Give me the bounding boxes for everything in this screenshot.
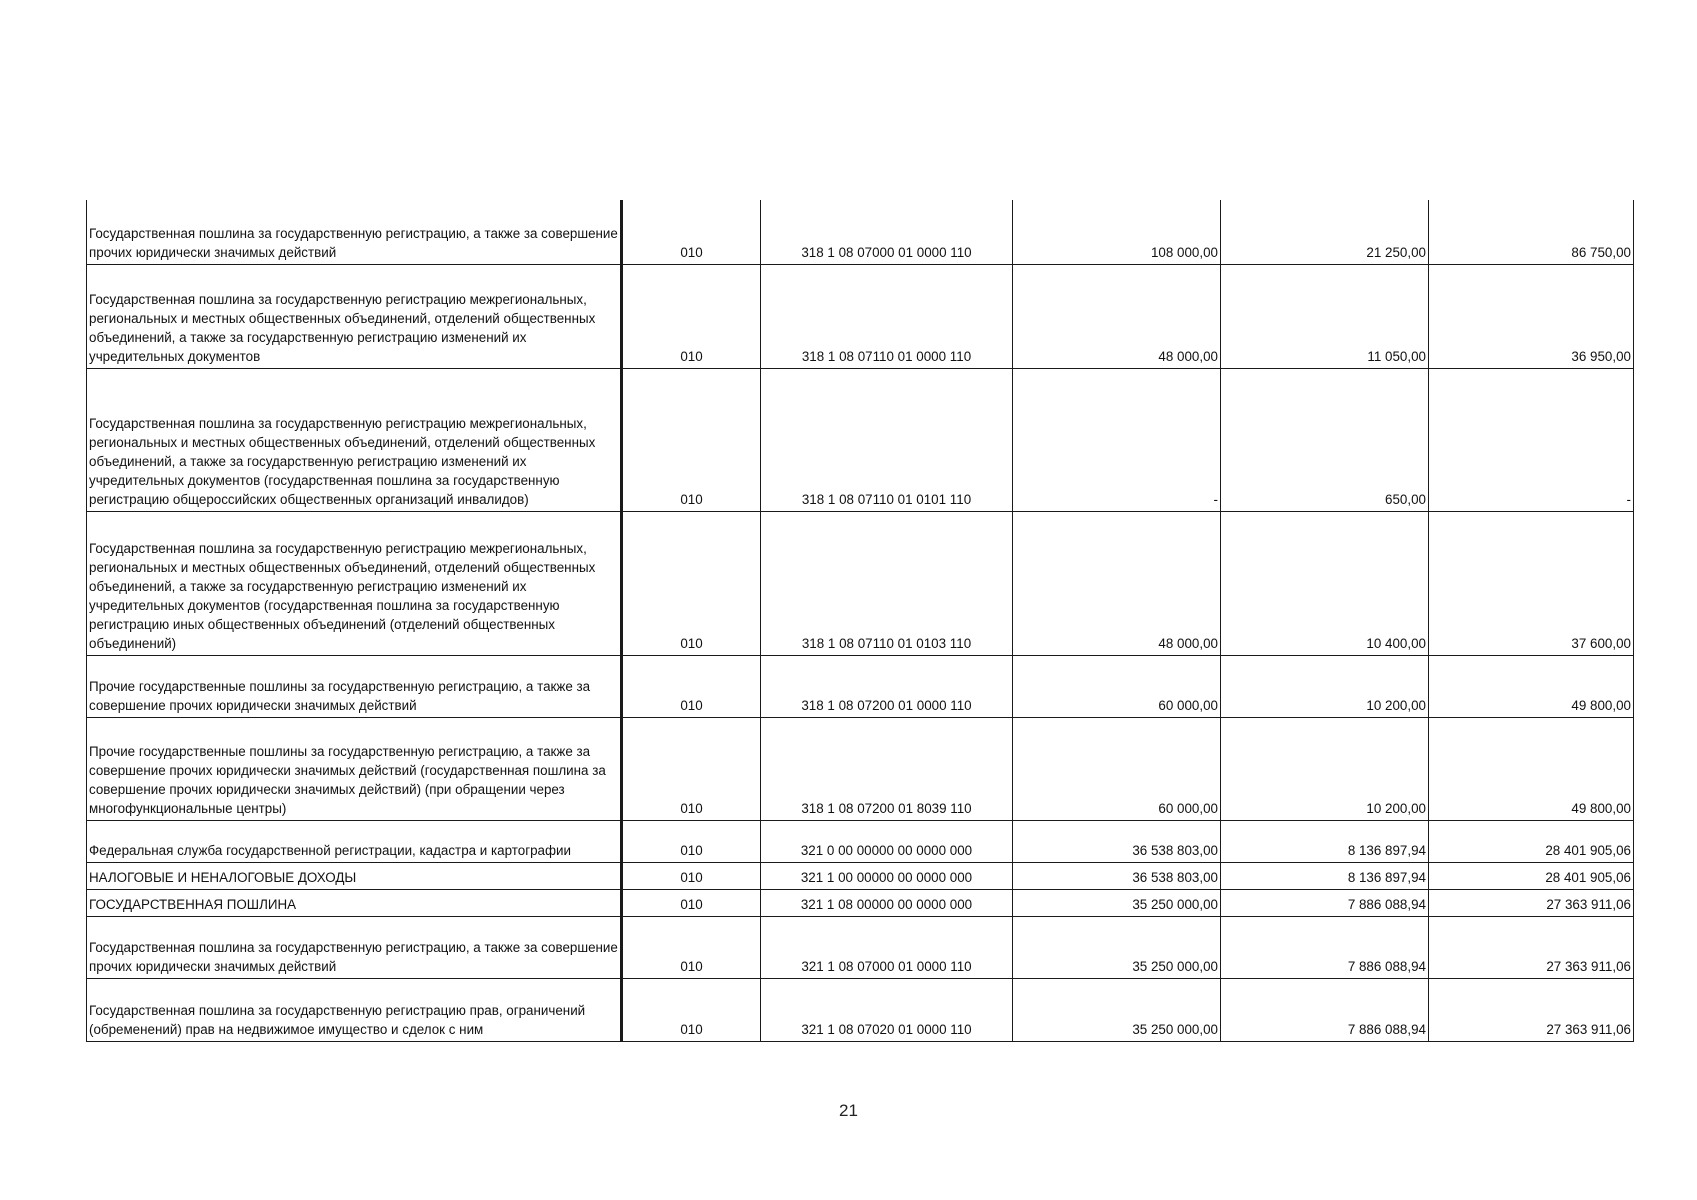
table-row: [87, 368, 1634, 511]
executed-cell: 650,00: [1221, 368, 1429, 511]
row-name-cell: Государственная пошлина за государственную регистрацию межрегиональных, региональных и местных общественных объединений, отделений общественных объединений, а также за государственную регистрацию изменений их учредительных документов (государственная пошлина за государственную регистрацию иных общественных объединений (отделений общественных объединений): [87, 511, 622, 655]
unexecuted-cell: 27 363 911,06: [1429, 978, 1634, 1041]
line-code-cell: 010: [622, 264, 761, 368]
table-row: [87, 820, 1634, 862]
line-code-cell: 010: [622, 862, 761, 889]
row-name-cell: Государственная пошлина за государственную регистрацию, а также за совершение прочих юридически значимых действий: [87, 200, 622, 264]
executed-cell: 7 886 088,94: [1221, 889, 1429, 916]
budget-code-cell: 321 1 08 07020 01 0000 110: [761, 978, 1013, 1041]
revenue-report-table: [86, 200, 1634, 1042]
approved-cell: 35 250 000,00: [1013, 889, 1221, 916]
line-code-cell: 010: [622, 655, 761, 717]
row-name-cell: Государственная пошлина за государственную регистрацию прав, ограничений (обременений) прав на недвижимое имущество и сделок с ним: [87, 978, 622, 1041]
budget-code-cell: 318 1 08 07110 01 0103 110: [761, 511, 1013, 655]
row-name-cell: Прочие государственные пошлины за государственную регистрацию, а также за совершение прочих юридически значимых действий (государственная пошлина за совершение прочих юридически значимых действий) (при обращении через многофункциональные центры): [87, 717, 622, 820]
table-row: [87, 916, 1634, 978]
line-code-cell: 010: [622, 717, 761, 820]
approved-cell: 35 250 000,00: [1013, 978, 1221, 1041]
row-name-cell: ГОСУДАРСТВЕННАЯ ПОШЛИНА: [87, 889, 622, 916]
row-name-cell: НАЛОГОВЫЕ И НЕНАЛОГОВЫЕ ДОХОДЫ: [87, 862, 622, 889]
budget-code-cell: 318 1 08 07110 01 0000 110: [761, 264, 1013, 368]
row-name-cell: Государственная пошлина за государственную регистрацию межрегиональных, региональных и местных общественных объединений, отделений общественных объединений, а также за государственную регистрацию изменений их учредительных документов: [87, 264, 622, 368]
line-code-cell: 010: [622, 511, 761, 655]
approved-cell: 36 538 803,00: [1013, 820, 1221, 862]
executed-cell: 8 136 897,94: [1221, 862, 1429, 889]
budget-code-cell: 318 1 08 07200 01 8039 110: [761, 717, 1013, 820]
table-row: [87, 978, 1634, 1041]
executed-cell: 10 200,00: [1221, 655, 1429, 717]
row-name-cell: Прочие государственные пошлины за государственную регистрацию, а также за совершение прочих юридически значимых действий: [87, 655, 622, 717]
row-name-cell: Государственная пошлина за государственную регистрацию межрегиональных, региональных и местных общественных объединений, отделений общественных объединений, а также за государственную регистрацию изменений их учредительных документов (государственная пошлина за государственную регистрацию общероссийских общественных организаций инвалидов): [87, 368, 622, 511]
approved-cell: -: [1013, 368, 1221, 511]
executed-cell: 11 050,00: [1221, 264, 1429, 368]
unexecuted-cell: 86 750,00: [1429, 200, 1634, 264]
line-code-cell: 010: [622, 889, 761, 916]
budget-code-cell: 321 0 00 00000 00 0000 000: [761, 820, 1013, 862]
executed-cell: 21 250,00: [1221, 200, 1429, 264]
budget-code-cell: 318 1 08 07000 01 0000 110: [761, 200, 1013, 264]
line-code-cell: 010: [622, 368, 761, 511]
unexecuted-cell: 37 600,00: [1429, 511, 1634, 655]
budget-code-cell: 321 1 00 00000 00 0000 000: [761, 862, 1013, 889]
executed-cell: 10 400,00: [1221, 511, 1429, 655]
budget-code-cell: 318 1 08 07200 01 0000 110: [761, 655, 1013, 717]
budget-code-cell: 321 1 08 07000 01 0000 110: [761, 916, 1013, 978]
row-name-cell: Федеральная служба государственной регистрации, кадастра и картографии: [87, 820, 622, 862]
approved-cell: 48 000,00: [1013, 264, 1221, 368]
executed-cell: 10 200,00: [1221, 717, 1429, 820]
line-code-cell: 010: [622, 820, 761, 862]
approved-cell: 60 000,00: [1013, 717, 1221, 820]
line-code-cell: 010: [622, 978, 761, 1041]
executed-cell: 8 136 897,94: [1221, 820, 1429, 862]
table-row: [87, 717, 1634, 820]
table-row: [87, 862, 1634, 889]
table-row: [87, 200, 1634, 264]
budget-code-cell: 318 1 08 07110 01 0101 110: [761, 368, 1013, 511]
approved-cell: 36 538 803,00: [1013, 862, 1221, 889]
approved-cell: 48 000,00: [1013, 511, 1221, 655]
unexecuted-cell: 36 950,00: [1429, 264, 1634, 368]
unexecuted-cell: 27 363 911,06: [1429, 889, 1634, 916]
table-row: [87, 264, 1634, 368]
unexecuted-cell: 49 800,00: [1429, 717, 1634, 820]
unexecuted-cell: 49 800,00: [1429, 655, 1634, 717]
page-number: 21: [839, 1101, 858, 1120]
table-row: [87, 655, 1634, 717]
unexecuted-cell: 28 401 905,06: [1429, 820, 1634, 862]
budget-code-cell: 321 1 08 00000 00 0000 000: [761, 889, 1013, 916]
unexecuted-cell: -: [1429, 368, 1634, 511]
table-row: [87, 889, 1634, 916]
line-code-cell: 010: [622, 916, 761, 978]
table-row: [87, 511, 1634, 655]
approved-cell: 60 000,00: [1013, 655, 1221, 717]
executed-cell: 7 886 088,94: [1221, 916, 1429, 978]
unexecuted-cell: 27 363 911,06: [1429, 916, 1634, 978]
line-code-cell: 010: [622, 200, 761, 264]
row-name-cell: Государственная пошлина за государственную регистрацию, а также за совершение прочих юридически значимых действий: [87, 916, 622, 978]
approved-cell: 108 000,00: [1013, 200, 1221, 264]
executed-cell: 7 886 088,94: [1221, 978, 1429, 1041]
unexecuted-cell: 28 401 905,06: [1429, 862, 1634, 889]
approved-cell: 35 250 000,00: [1013, 916, 1221, 978]
